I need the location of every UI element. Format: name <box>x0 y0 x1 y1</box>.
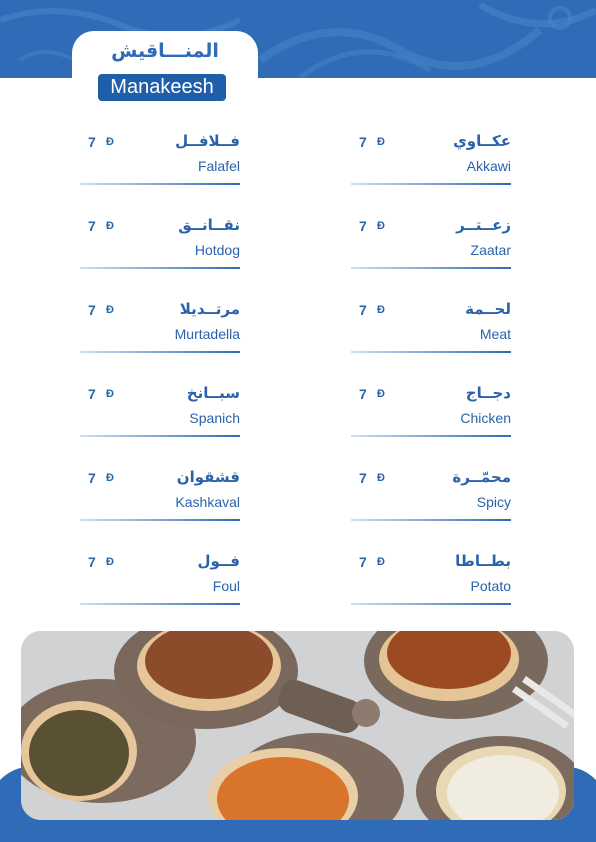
currency-symbol: Đ <box>106 556 114 568</box>
item-divider <box>351 435 511 437</box>
item-divider <box>80 183 240 185</box>
section-title-arabic: المنـــاقيش <box>111 40 219 62</box>
item-price: 7 <box>359 134 367 150</box>
currency-symbol: Đ <box>377 472 385 484</box>
currency-symbol: Đ <box>377 220 385 232</box>
item-divider <box>80 519 240 521</box>
item-name-arabic: نقــانــق <box>178 216 240 234</box>
manakeesh-illustration <box>21 631 574 820</box>
currency-symbol: Đ <box>106 388 114 400</box>
currency-symbol: Đ <box>106 304 114 316</box>
currency-symbol: Đ <box>377 304 385 316</box>
item-name-arabic: دجــاج <box>465 384 511 402</box>
item-name-arabic: سبــانخ <box>186 384 240 402</box>
item-name-english: Foul <box>212 578 240 594</box>
item-name-english: Kashkaval <box>175 494 240 510</box>
menu-item-chicken <box>351 384 511 440</box>
item-name-english: Chicken <box>460 410 511 426</box>
item-name-english: Hotdog <box>194 242 240 258</box>
menu-item-potato <box>351 552 511 608</box>
item-name-english: Potato <box>470 578 511 594</box>
menu-item-murtadella <box>80 300 240 356</box>
item-name-english: Akkawi <box>466 158 511 174</box>
currency-symbol: Đ <box>377 136 385 148</box>
item-divider <box>351 519 511 521</box>
item-divider <box>351 351 511 353</box>
item-name-arabic: زعــتــر <box>456 216 511 234</box>
item-divider <box>351 603 511 605</box>
item-name-arabic: لحــمة <box>465 300 511 318</box>
item-name-arabic: عكــاوي <box>453 132 511 150</box>
item-price: 7 <box>88 386 96 402</box>
item-name-english: Murtadella <box>174 326 240 342</box>
section-title-english: Manakeesh <box>98 74 226 101</box>
item-price: 7 <box>88 218 96 234</box>
currency-symbol: Đ <box>106 220 114 232</box>
item-price: 7 <box>359 554 367 570</box>
menu-item-akkawi <box>351 132 511 188</box>
currency-symbol: Đ <box>377 556 385 568</box>
item-name-english: Falafel <box>197 158 240 174</box>
item-name-arabic: محمّــرة <box>452 468 511 486</box>
item-name-english: Spicy <box>476 494 511 510</box>
item-name-english: Spanich <box>189 410 240 426</box>
currency-symbol: Đ <box>106 472 114 484</box>
item-price: 7 <box>88 134 96 150</box>
menu-item-spanich <box>80 384 240 440</box>
menu-item-meat <box>351 300 511 356</box>
currency-symbol: Đ <box>106 136 114 148</box>
item-price: 7 <box>88 302 96 318</box>
menu-item-kashkaval <box>80 468 240 524</box>
item-name-arabic: قشقوان <box>176 468 240 486</box>
item-divider <box>351 183 511 185</box>
menu-item-foul <box>80 552 240 608</box>
menu-item-spicy <box>351 468 511 524</box>
item-divider <box>80 351 240 353</box>
item-price: 7 <box>359 218 367 234</box>
item-divider <box>351 267 511 269</box>
item-price: 7 <box>359 302 367 318</box>
menu-item-zaatar <box>351 216 511 272</box>
item-price: 7 <box>88 470 96 486</box>
item-name-arabic: فــول <box>197 552 240 570</box>
item-divider <box>80 603 240 605</box>
currency-symbol: Đ <box>377 388 385 400</box>
item-name-english: Zaatar <box>470 242 511 258</box>
item-name-arabic: فــلافــل <box>175 132 240 150</box>
item-price: 7 <box>88 554 96 570</box>
item-name-arabic: بطــاطا <box>455 552 511 570</box>
item-name-english: Meat <box>479 326 511 342</box>
menu-item-hotdog <box>80 216 240 272</box>
item-price: 7 <box>359 386 367 402</box>
item-divider <box>80 267 240 269</box>
item-name-arabic: مرتــديلا <box>179 300 240 318</box>
menu-item-falafel <box>80 132 240 188</box>
item-divider <box>80 435 240 437</box>
item-price: 7 <box>359 470 367 486</box>
manakeesh-photo <box>21 631 574 820</box>
